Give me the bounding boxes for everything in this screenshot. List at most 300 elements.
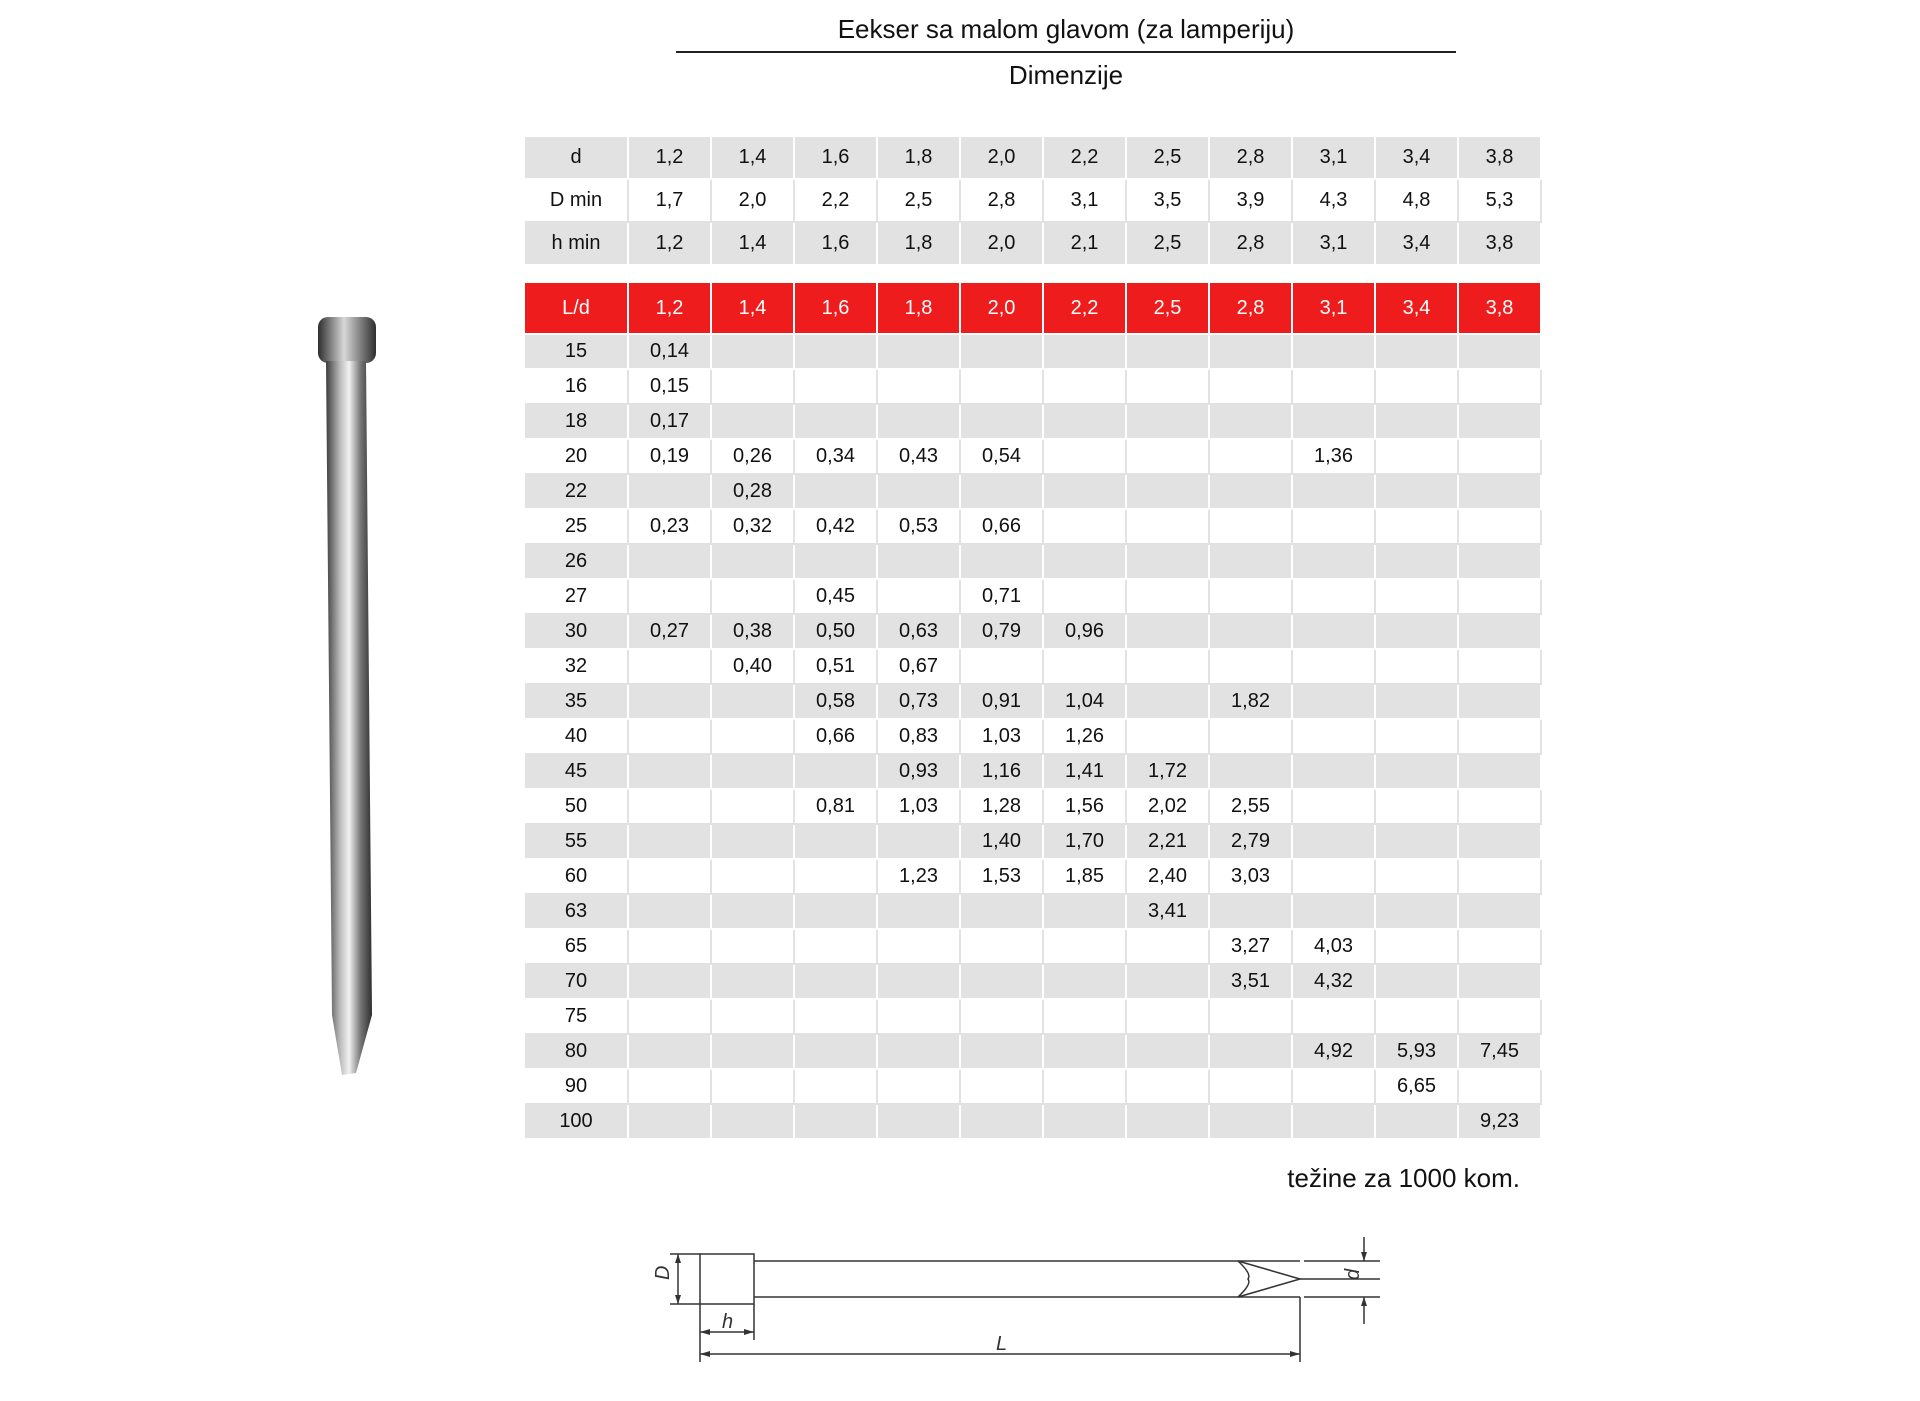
value-cell: 3,5	[1126, 179, 1209, 222]
value-cell	[1292, 369, 1375, 404]
value-cell	[1375, 999, 1458, 1034]
value-cell: 1,4	[711, 222, 794, 265]
value-cell	[1043, 544, 1126, 579]
value-cell	[1126, 474, 1209, 509]
value-cell	[1209, 999, 1292, 1034]
value-cell	[1126, 1034, 1209, 1069]
value-cell	[1292, 754, 1375, 789]
value-cell	[628, 579, 711, 614]
value-cell: 2,8	[1209, 283, 1292, 334]
value-cell: 2,5	[1126, 283, 1209, 334]
row-label-cell: 40	[525, 719, 628, 754]
value-cell	[1209, 404, 1292, 439]
weights-row	[525, 789, 1541, 824]
value-cell: 0,34	[794, 439, 877, 474]
value-cell	[794, 1104, 877, 1139]
value-cell: 2,0	[960, 283, 1043, 334]
value-cell: 1,4	[711, 283, 794, 334]
value-cell: 0,23	[628, 509, 711, 544]
value-cell: 0,96	[1043, 614, 1126, 649]
value-cell: 0,91	[960, 684, 1043, 719]
drawing-label-h: h	[722, 1311, 734, 1333]
row-label-cell: 30	[525, 614, 628, 649]
value-cell	[1458, 964, 1541, 999]
value-cell	[794, 1069, 877, 1104]
value-cell	[1043, 509, 1126, 544]
value-cell	[1458, 579, 1541, 614]
weights-row	[525, 1104, 1541, 1139]
value-cell	[960, 1069, 1043, 1104]
drawing-head	[700, 1254, 754, 1304]
value-cell	[794, 544, 877, 579]
value-cell	[1375, 929, 1458, 964]
value-cell: 0,14	[628, 334, 711, 369]
row-label-cell: 70	[525, 964, 628, 999]
row-label-cell: L/d	[525, 283, 628, 334]
row-label-cell: 65	[525, 929, 628, 964]
row-label-cell: 18	[525, 404, 628, 439]
weights-row	[525, 754, 1541, 789]
value-cell: 0,63	[877, 614, 960, 649]
value-cell	[711, 369, 794, 404]
value-cell	[1126, 929, 1209, 964]
value-cell	[711, 894, 794, 929]
value-cell	[794, 1034, 877, 1069]
value-cell	[1209, 1069, 1292, 1104]
value-cell	[1209, 439, 1292, 474]
value-cell: 3,4	[1375, 222, 1458, 265]
dimensions-table	[525, 137, 1542, 266]
value-cell	[1126, 334, 1209, 369]
value-cell	[1292, 1069, 1375, 1104]
weights-row	[525, 1034, 1541, 1069]
value-cell: 0,32	[711, 509, 794, 544]
value-cell	[960, 1034, 1043, 1069]
value-cell	[1043, 579, 1126, 614]
value-cell	[628, 929, 711, 964]
value-cell	[960, 544, 1043, 579]
value-cell	[711, 1104, 794, 1139]
weights-note: težine za 1000 kom.	[1287, 1163, 1520, 1193]
value-cell: 0,19	[628, 439, 711, 474]
value-cell	[1292, 614, 1375, 649]
row-label-cell: 16	[525, 369, 628, 404]
weights-row	[525, 439, 1541, 474]
value-cell	[1292, 859, 1375, 894]
value-cell	[1126, 614, 1209, 649]
value-cell	[1292, 684, 1375, 719]
weights-row	[525, 509, 1541, 544]
value-cell: 0,40	[711, 649, 794, 684]
value-cell	[711, 404, 794, 439]
value-cell	[960, 929, 1043, 964]
weights-row	[525, 824, 1541, 859]
value-cell	[1126, 649, 1209, 684]
value-cell	[877, 999, 960, 1034]
value-cell: 0,42	[794, 509, 877, 544]
value-cell	[1458, 474, 1541, 509]
row-label-cell: 60	[525, 859, 628, 894]
row-label-cell: d	[525, 137, 628, 179]
value-cell: 2,5	[1126, 222, 1209, 265]
value-cell	[1126, 999, 1209, 1034]
value-cell	[877, 824, 960, 859]
value-cell	[711, 544, 794, 579]
value-cell	[1209, 509, 1292, 544]
value-cell	[794, 754, 877, 789]
value-cell	[877, 404, 960, 439]
value-cell: 1,40	[960, 824, 1043, 859]
value-cell: 1,6	[794, 137, 877, 179]
value-cell	[711, 789, 794, 824]
weights-row	[525, 719, 1541, 754]
value-cell: 1,6	[794, 283, 877, 334]
value-cell: 3,8	[1458, 283, 1541, 334]
row-label-cell: h min	[525, 222, 628, 265]
value-cell	[1375, 579, 1458, 614]
value-cell: 1,2	[628, 137, 711, 179]
value-cell: 0,51	[794, 649, 877, 684]
value-cell	[1292, 824, 1375, 859]
value-cell: 2,40	[1126, 859, 1209, 894]
value-cell: 1,82	[1209, 684, 1292, 719]
value-cell: 1,2	[628, 283, 711, 334]
value-cell	[1043, 1069, 1126, 1104]
value-cell: 0,43	[877, 439, 960, 474]
value-cell: 0,93	[877, 754, 960, 789]
value-cell: 0,67	[877, 649, 960, 684]
value-cell	[628, 824, 711, 859]
value-cell	[794, 824, 877, 859]
value-cell	[1375, 684, 1458, 719]
value-cell	[1292, 789, 1375, 824]
value-cell: 1,85	[1043, 859, 1126, 894]
value-cell: 2,5	[877, 179, 960, 222]
value-cell: 3,1	[1043, 179, 1126, 222]
value-cell: 0,38	[711, 614, 794, 649]
weights-row	[525, 544, 1541, 579]
value-cell	[1043, 1034, 1126, 1069]
value-cell	[628, 544, 711, 579]
row-label-cell: 22	[525, 474, 628, 509]
value-cell: 2,55	[1209, 789, 1292, 824]
value-cell: 1,72	[1126, 754, 1209, 789]
value-cell: 0,17	[628, 404, 711, 439]
value-cell	[1375, 1104, 1458, 1139]
value-cell: 1,70	[1043, 824, 1126, 859]
value-cell	[711, 999, 794, 1034]
value-cell: 3,8	[1458, 222, 1541, 265]
value-cell: 1,6	[794, 222, 877, 265]
value-cell: 1,03	[877, 789, 960, 824]
value-cell	[1375, 964, 1458, 999]
value-cell: 0,45	[794, 579, 877, 614]
value-cell	[1209, 614, 1292, 649]
weights-row	[525, 929, 1541, 964]
value-cell	[628, 719, 711, 754]
value-cell	[1458, 929, 1541, 964]
value-cell: 0,54	[960, 439, 1043, 474]
value-cell: 7,45	[1458, 1034, 1541, 1069]
value-cell	[1043, 334, 1126, 369]
value-cell	[1458, 334, 1541, 369]
nail-drawing	[640, 1232, 1380, 1382]
value-cell: 1,56	[1043, 789, 1126, 824]
value-cell: 0,58	[794, 684, 877, 719]
value-cell: 1,53	[960, 859, 1043, 894]
value-cell	[1458, 369, 1541, 404]
value-cell: 1,26	[1043, 719, 1126, 754]
value-cell	[1375, 789, 1458, 824]
row-label-cell: 32	[525, 649, 628, 684]
value-cell: 3,8	[1458, 137, 1541, 179]
value-cell	[1209, 754, 1292, 789]
value-cell	[1292, 474, 1375, 509]
value-cell	[1458, 684, 1541, 719]
value-cell	[877, 1104, 960, 1139]
dimensions-row	[525, 137, 1541, 179]
value-cell: 1,4	[711, 137, 794, 179]
value-cell: 1,03	[960, 719, 1043, 754]
value-cell: 0,66	[794, 719, 877, 754]
value-cell	[711, 754, 794, 789]
value-cell: 0,71	[960, 579, 1043, 614]
weights-row	[525, 474, 1541, 509]
value-cell	[1458, 719, 1541, 754]
value-cell	[1126, 404, 1209, 439]
row-label-cell: D min	[525, 179, 628, 222]
value-cell	[711, 964, 794, 999]
value-cell	[1043, 474, 1126, 509]
value-cell	[1458, 1069, 1541, 1104]
value-cell	[1043, 894, 1126, 929]
value-cell	[1375, 474, 1458, 509]
value-cell: 0,73	[877, 684, 960, 719]
value-cell: 1,8	[877, 283, 960, 334]
nail-photo-head	[318, 317, 376, 363]
value-cell	[794, 894, 877, 929]
value-cell: 0,83	[877, 719, 960, 754]
value-cell	[794, 964, 877, 999]
row-label-cell: 55	[525, 824, 628, 859]
value-cell	[1292, 999, 1375, 1034]
value-cell	[628, 754, 711, 789]
value-cell: 5,93	[1375, 1034, 1458, 1069]
value-cell	[1375, 824, 1458, 859]
weights-table	[525, 283, 1542, 1140]
row-label-cell: 100	[525, 1104, 628, 1139]
value-cell	[711, 929, 794, 964]
value-cell	[1458, 789, 1541, 824]
value-cell	[1375, 754, 1458, 789]
drawing-label-L: L	[996, 1333, 1008, 1355]
value-cell	[1292, 719, 1375, 754]
value-cell	[1375, 369, 1458, 404]
value-cell	[1126, 1069, 1209, 1104]
value-cell	[1458, 649, 1541, 684]
value-cell	[1209, 894, 1292, 929]
value-cell	[960, 404, 1043, 439]
value-cell	[960, 999, 1043, 1034]
value-cell	[960, 474, 1043, 509]
value-cell: 2,8	[1209, 222, 1292, 265]
value-cell	[1375, 649, 1458, 684]
value-cell	[1126, 439, 1209, 474]
value-cell	[1375, 719, 1458, 754]
value-cell	[1375, 859, 1458, 894]
value-cell	[1292, 894, 1375, 929]
value-cell: 5,3	[1458, 179, 1541, 222]
value-cell	[711, 719, 794, 754]
value-cell	[794, 334, 877, 369]
value-cell	[1292, 649, 1375, 684]
value-cell: 2,79	[1209, 824, 1292, 859]
value-cell	[1209, 1104, 1292, 1139]
value-cell: 3,1	[1292, 283, 1375, 334]
value-cell: 1,2	[628, 222, 711, 265]
row-label-cell: 80	[525, 1034, 628, 1069]
value-cell: 2,0	[960, 137, 1043, 179]
value-cell	[1209, 1034, 1292, 1069]
value-cell	[1292, 544, 1375, 579]
value-cell	[1458, 894, 1541, 929]
value-cell: 3,1	[1292, 137, 1375, 179]
value-cell	[1458, 439, 1541, 474]
value-cell	[1375, 614, 1458, 649]
value-cell	[628, 999, 711, 1034]
value-cell	[1458, 614, 1541, 649]
value-cell	[877, 964, 960, 999]
row-label-cell: 75	[525, 999, 628, 1034]
value-cell	[1375, 334, 1458, 369]
value-cell	[877, 474, 960, 509]
weights-row	[525, 999, 1541, 1034]
weights-row	[525, 369, 1541, 404]
value-cell	[1292, 1104, 1375, 1139]
value-cell	[1458, 999, 1541, 1034]
value-cell	[794, 404, 877, 439]
value-cell: 2,21	[1126, 824, 1209, 859]
row-label-cell: 27	[525, 579, 628, 614]
weights-row	[525, 859, 1541, 894]
value-cell	[877, 894, 960, 929]
value-cell: 0,66	[960, 509, 1043, 544]
value-cell	[1209, 579, 1292, 614]
value-cell	[711, 824, 794, 859]
value-cell	[1209, 544, 1292, 579]
value-cell	[1292, 404, 1375, 439]
weights-row	[525, 894, 1541, 929]
value-cell: 3,41	[1126, 894, 1209, 929]
value-cell	[1458, 404, 1541, 439]
value-cell: 3,51	[1209, 964, 1292, 999]
value-cell	[1126, 719, 1209, 754]
value-cell: 0,50	[794, 614, 877, 649]
row-label-cell: 50	[525, 789, 628, 824]
row-label-cell: 90	[525, 1069, 628, 1104]
nail-photo	[312, 315, 392, 1085]
value-cell: 2,0	[711, 179, 794, 222]
value-cell	[628, 1104, 711, 1139]
value-cell: 1,36	[1292, 439, 1375, 474]
value-cell	[1126, 684, 1209, 719]
value-cell: 1,8	[877, 137, 960, 179]
value-cell: 4,8	[1375, 179, 1458, 222]
value-cell: 1,16	[960, 754, 1043, 789]
value-cell: 0,15	[628, 369, 711, 404]
value-cell	[1375, 509, 1458, 544]
value-cell: 0,81	[794, 789, 877, 824]
value-cell	[1043, 964, 1126, 999]
value-cell: 9,23	[1458, 1104, 1541, 1139]
dimensions-row	[525, 179, 1541, 222]
value-cell: 4,32	[1292, 964, 1375, 999]
value-cell	[711, 1069, 794, 1104]
value-cell: 2,02	[1126, 789, 1209, 824]
value-cell	[1458, 509, 1541, 544]
weights-row	[525, 649, 1541, 684]
value-cell: 2,1	[1043, 222, 1126, 265]
value-cell: 3,9	[1209, 179, 1292, 222]
value-cell	[1209, 649, 1292, 684]
value-cell	[1458, 544, 1541, 579]
value-cell	[877, 1034, 960, 1069]
value-cell	[1292, 509, 1375, 544]
value-cell	[628, 894, 711, 929]
value-cell	[877, 929, 960, 964]
value-cell	[1126, 1104, 1209, 1139]
value-cell	[1375, 439, 1458, 474]
value-cell: 1,41	[1043, 754, 1126, 789]
value-cell	[960, 894, 1043, 929]
value-cell: 4,3	[1292, 179, 1375, 222]
row-label-cell: 20	[525, 439, 628, 474]
value-cell: 2,2	[794, 179, 877, 222]
value-cell: 2,2	[1043, 137, 1126, 179]
value-cell: 4,03	[1292, 929, 1375, 964]
weights-row	[525, 614, 1541, 649]
value-cell	[960, 1104, 1043, 1139]
row-label-cell: 35	[525, 684, 628, 719]
value-cell	[1375, 894, 1458, 929]
value-cell: 1,7	[628, 179, 711, 222]
value-cell	[877, 579, 960, 614]
value-cell	[1043, 999, 1126, 1034]
value-cell	[794, 859, 877, 894]
value-cell	[628, 964, 711, 999]
drawing-label-d: d	[1342, 1268, 1364, 1280]
value-cell: 0,26	[711, 439, 794, 474]
value-cell	[1043, 369, 1126, 404]
value-cell	[1458, 859, 1541, 894]
weights-row	[525, 964, 1541, 999]
value-cell	[628, 789, 711, 824]
row-label-cell: 63	[525, 894, 628, 929]
value-cell	[711, 859, 794, 894]
value-cell: 1,23	[877, 859, 960, 894]
value-cell: 3,27	[1209, 929, 1292, 964]
value-cell: 2,8	[960, 179, 1043, 222]
value-cell	[794, 999, 877, 1034]
value-cell	[1043, 439, 1126, 474]
value-cell	[628, 684, 711, 719]
value-cell	[1375, 404, 1458, 439]
value-cell: 3,03	[1209, 859, 1292, 894]
value-cell	[960, 649, 1043, 684]
value-cell	[1209, 369, 1292, 404]
value-cell	[1209, 334, 1292, 369]
value-cell: 2,0	[960, 222, 1043, 265]
